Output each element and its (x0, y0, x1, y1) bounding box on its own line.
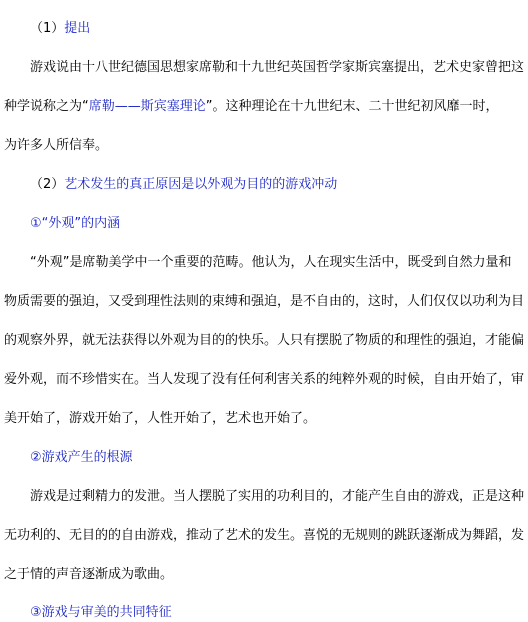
text-run: ”。这种理论在十九世纪末、二十世纪初风靡一时， (205, 99, 499, 114)
paragraph-line (4, 98, 499, 116)
paragraph-line: 物质需要的强迫，又受到理性法则的束缚和强迫，是不自由的，这时，人们仅仅以功利为目 (4, 294, 525, 309)
text-run: 种学说称之为“ (4, 99, 89, 114)
paragraph-line: 无功利的、无目的的自由游戏，推动了艺术的发生。喜悦的无规则的跳跃逐渐成为舞蹈，发 (4, 528, 525, 543)
theory-name: 席勒——斯宾塞理论 (88, 99, 206, 114)
paragraph-line: 美开始了，游戏开始了，人性开始了，艺术也开始了。 (4, 411, 317, 426)
paragraph-line: 爱外观，而不珍惜实在。当人发现了没有任何利害关系的纯粹外观的时候，自由开始了，审 (4, 372, 525, 387)
paragraph-line: “外观”是席勒美学中一个重要的范畴。他认为，人在现实生活中，既受到自然力量和 (30, 255, 512, 270)
section-title: 艺术发生的真正原因是以外观为目的的游戏冲动 (64, 177, 338, 192)
subheading-1: ①“外观”的内涵 (30, 216, 121, 231)
paragraph-line: 游戏说由十八世纪德国思想家席勒和十九世纪英国哲学家斯宾塞提出，艺术史家曾把这 (30, 60, 525, 75)
paragraph-line: 之于情的声音逐渐成为歌曲。 (4, 567, 174, 582)
section-heading-1 (30, 20, 90, 38)
paragraph-line: 的观察外界，就无法获得以外观为目的的快乐。人只有摆脱了物质的和理性的强迫，才能偏 (4, 333, 525, 348)
paragraph-line: 游戏是过剩精力的发泄。当人摆脱了实用的功利目的，才能产生自由的游戏，正是这种 (30, 489, 525, 504)
subheading-2: ②游戏产生的根源 (30, 450, 133, 465)
subheading-3: ③游戏与审美的共同特征 (30, 605, 172, 620)
section-title: 提出 (64, 21, 91, 36)
section-heading-2 (30, 176, 337, 194)
section-number: （2） (30, 177, 65, 192)
section-number: （1） (30, 21, 65, 36)
paragraph-line: 为许多人所信奉。 (4, 138, 109, 153)
